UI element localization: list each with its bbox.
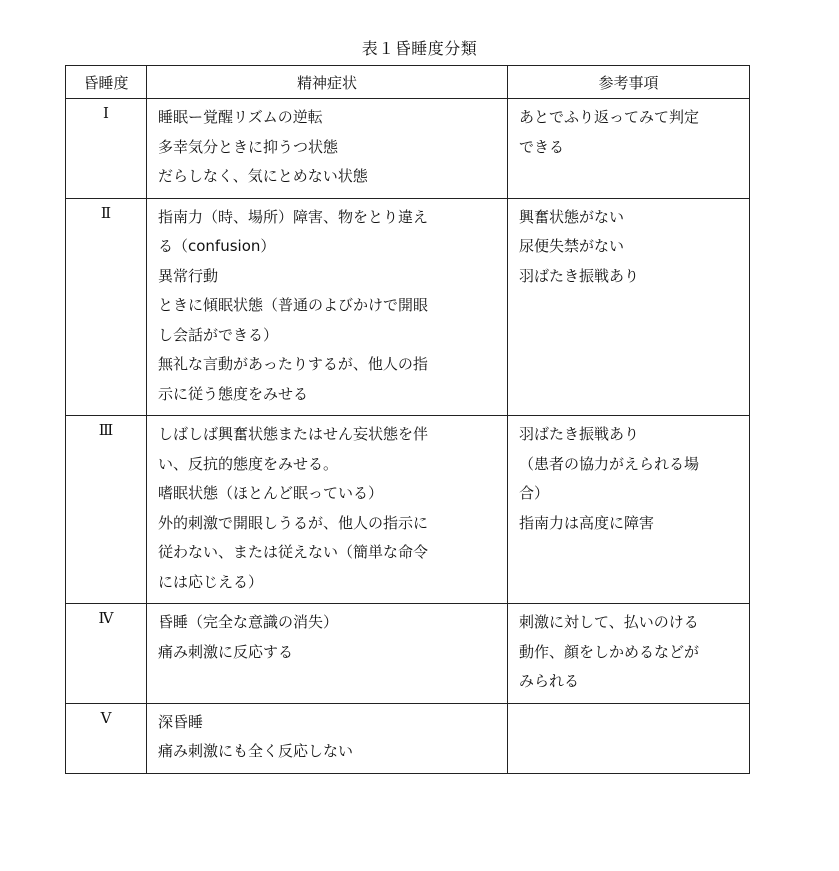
header-row [66, 66, 750, 99]
table-row [66, 604, 750, 704]
table-row [66, 198, 750, 416]
table-caption: 表１昏睡度分類 [361, 39, 478, 58]
symptom-line: 昏睡（完全な意識の消失） [158, 613, 339, 631]
symptoms-cell [147, 198, 508, 416]
note-line: 指南力は高度に障害 [519, 513, 655, 532]
symptom-line: 従わない、または従えない（簡単な命令 [158, 543, 429, 561]
symptom-line: 痛み刺激に反応する [158, 642, 294, 661]
table-row [66, 703, 750, 773]
note-line: できる [519, 137, 565, 156]
note-line: みられる [519, 672, 580, 690]
coma-grade-table [65, 65, 750, 774]
symptom-line: 痛み刺激にも全く反応しない [158, 742, 354, 760]
symptom-line: 嗜眠状態（ほとんど眠っている） [158, 484, 384, 502]
symptom-line: 睡眠ー覚醒リズムの逆転 [158, 108, 323, 126]
note-line: あとでふり返ってみて判定 [519, 108, 700, 126]
table-row [66, 99, 750, 199]
table-row [66, 416, 750, 604]
grade-cell: Ⅳ [66, 604, 147, 704]
note-line: 動作、顔をしかめるなどが [519, 642, 700, 661]
symptom-line: し会話ができる） [158, 325, 279, 344]
grade-cell: Ⅲ [66, 416, 147, 604]
header-notes: 参考事項 [508, 66, 750, 99]
symptom-line: 示に従う態度をみせる [158, 384, 309, 403]
note-line: 興奮状態がない [519, 207, 625, 226]
symptoms-cell [147, 99, 508, 199]
note-line: 羽ばたき振戦あり [519, 425, 640, 443]
symptom-line: 深昏睡 [158, 712, 204, 731]
note-line: （患者の協力がえられる場 [519, 454, 700, 473]
symptom-line: い、反抗的態度をみせる。 [158, 454, 339, 473]
symptoms-cell [147, 604, 508, 704]
notes-cell [508, 198, 750, 416]
symptom-line: ときに傾眠状態（普通のよびかけで開眼 [158, 296, 429, 314]
symptoms-cell [147, 416, 508, 604]
note-line: 尿便失禁がない [519, 237, 625, 255]
symptom-line: 無礼な言動があったりするが、他人の指 [158, 355, 428, 373]
note-line: 羽ばたき振戦あり [519, 266, 640, 285]
symptom-line: しばしば興奮状態またはせん妄状態を伴 [158, 425, 429, 443]
symptom-line: だらしなく、気にとめない状態 [158, 167, 368, 185]
note-line: 刺激に対して、払いのける [519, 613, 699, 631]
symptoms-cell [147, 703, 508, 773]
symptom-line: 外的刺激で開眼しうるが、他人の指示に [158, 513, 429, 532]
symptom-line: には応じえる） [158, 572, 264, 591]
notes-cell [508, 703, 750, 773]
header-symptoms: 精神症状 [147, 66, 508, 99]
symptom-line: 異常行動 [158, 266, 219, 285]
grade-cell: Ⅰ [66, 99, 147, 199]
notes-cell [508, 416, 750, 604]
notes-cell [508, 604, 750, 704]
notes-cell [508, 99, 750, 199]
header-grade: 昏睡度 [66, 66, 147, 99]
note-line: 合） [519, 484, 550, 502]
symptom-line: 指南力（時、場所）障害、物をとり違え [158, 207, 429, 226]
grade-cell: Ⅴ [66, 703, 147, 773]
symptom-line: る（confusion） [158, 237, 276, 255]
symptom-line: 多幸気分ときに抑うつ状態 [158, 137, 339, 156]
grade-cell: Ⅱ [66, 198, 147, 416]
